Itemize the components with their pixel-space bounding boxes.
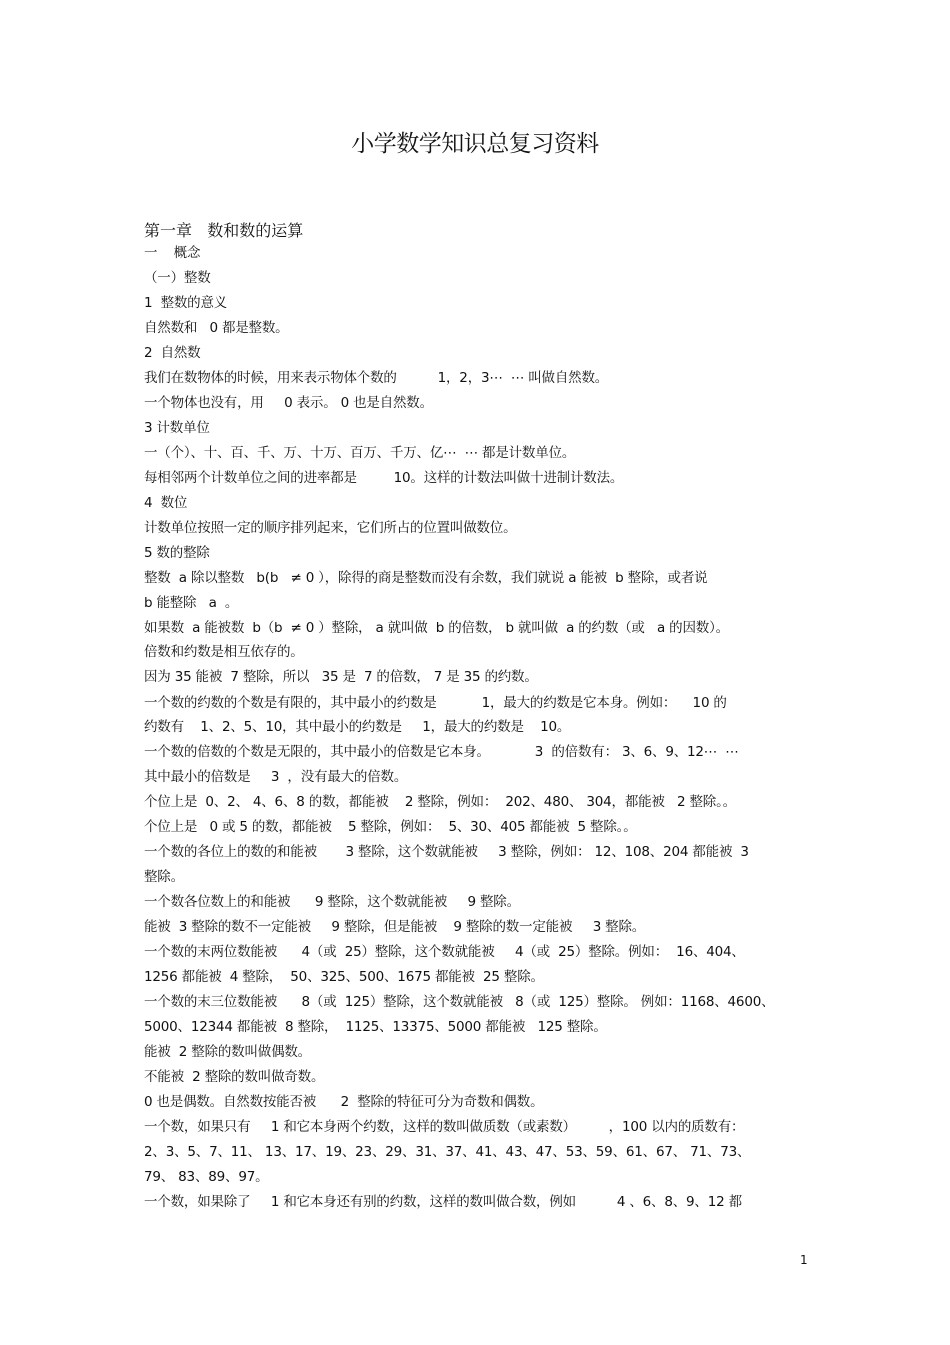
text-line: 整数 a 除以整数 b(b ≠ 0 ），除得的商是整数而没有余数，我们就说 a 能被 b 整除，或者说	[144, 570, 708, 586]
text-line: 5 数的整除	[144, 545, 210, 561]
text-line: 其中最小的倍数是 3 ，没有最大的倍数。	[144, 769, 408, 785]
text-line: 一个数的倍数的个数是无限的，其中最小的倍数是它本身。 3 的倍数有： 3、6、9、12⋯ ⋯	[144, 744, 739, 760]
text-line: 一个数各位数上的和能被 9 整除，这个数就能被 9 整除。	[144, 894, 520, 910]
text-line: b 能整除 a 。	[144, 595, 239, 611]
text-line: 4 数位	[144, 495, 188, 511]
text-line: 一个数的约数的个数是有限的，其中最小的约数是 1，最大的约数是它本身。例如： 10 的	[144, 695, 727, 711]
text-line: 能被 3 整除的数不一定能被 9 整除，但是能被 9 整除的数一定能被 3 整除。	[144, 919, 646, 935]
text-line: 个位上是 0 或 5 的数，都能被 5 整除，例如： 5、30、405 都能被 5 整除。。	[144, 819, 637, 835]
text-line: 一个物体也没有，用 0 表示。 0 也是自然数。	[144, 395, 433, 411]
text-line: 1256 都能被 4 整除， 50、325、500、1675 都能被 25 整除。	[144, 969, 544, 985]
text-line: 1 整数的意义	[144, 295, 228, 311]
text-line: 约数有 1、2、5、10，其中最小的约数是 1，最大的约数是 10。	[144, 719, 571, 735]
text-line: 如果数 a 能被数 b（b ≠ 0 ）整除， a 就叫做 b 的倍数， b 就叫做 a 的约数（或 a 的因数）。	[144, 620, 729, 636]
text-line: 个位上是 0、2、 4、6、8 的数，都能被 2 整除，例如： 202、480、 304，都能被 2 整除。。	[144, 794, 736, 810]
text-line: 2、3、5、7、11、 13、17、19、23、29、31、37、41、43、47、53、59、61、67、 71、73、	[144, 1144, 751, 1160]
text-line: 每相邻两个计数单位之间的进率都是 10。这样的计数法叫做十进制计数法。	[144, 470, 624, 486]
text-line: 倍数和约数是相互依存的。	[144, 644, 304, 660]
text-line: 我们在数物体的时候，用来表示物体个数的 1，2，3⋯ ⋯ 叫做自然数。	[144, 370, 609, 386]
text-line: 因为 35 能被 7 整除，所以 35 是 7 的倍数， 7 是 35 的约数。	[144, 669, 538, 685]
text-line: 整除。	[144, 869, 184, 885]
text-line: 一个数的末两位数能被 4（或 25）整除，这个数就能被 4（或 25）整除。例如： 16、404、	[144, 944, 745, 960]
text-line: 一个数的末三位数能被 8（或 125）整除，这个数就能被 8（或 125）整除。 例如：1168、4600、	[144, 994, 775, 1010]
chapter-heading: 第一章 数和数的运算	[144, 221, 304, 240]
text-line: 5000、12344 都能被 8 整除， 1125、13375、5000 都能被 125 整除。	[144, 1019, 607, 1035]
text-line: 不能被 2 整除的数叫做奇数。	[144, 1069, 325, 1085]
text-line: 一个数的各位上的数的和能被 3 整除，这个数就能被 3 整除，例如： 12、108、204 都能被 3	[144, 844, 749, 860]
text-line: 计数单位按照一定的顺序排列起来，它们所占的位置叫做数位。	[144, 520, 517, 536]
text-line: 一个数，如果只有 1 和它本身两个约数，这样的数叫做质数（或素数） ，100 以内的质数有：	[144, 1119, 745, 1135]
text-line: 一（个）、十、百、千、万、十万、百万、千万、亿⋯ ⋯ 都是计数单位。	[144, 445, 576, 461]
text-line: 3 计数单位	[144, 420, 210, 436]
text-line: 一个数，如果除了 1 和它本身还有别的约数，这样的数叫做合数，例如 4 、6、8、9、12 都	[144, 1194, 742, 1210]
text-line: 能被 2 整除的数叫做偶数。	[144, 1044, 311, 1060]
page-number: 1	[800, 1253, 808, 1267]
document-title: 小学数学知识总复习资料	[351, 131, 599, 157]
text-line: 79、 83、89、97。	[144, 1169, 269, 1185]
text-line: 自然数和 0 都是整数。	[144, 320, 289, 336]
text-line: 2 自然数	[144, 345, 201, 361]
text-line: 0 也是偶数。自然数按能否被 2 整除的特征可分为奇数和偶数。	[144, 1094, 544, 1110]
text-line: （一）整数	[144, 270, 211, 286]
text-line: 一 概念	[144, 245, 201, 261]
